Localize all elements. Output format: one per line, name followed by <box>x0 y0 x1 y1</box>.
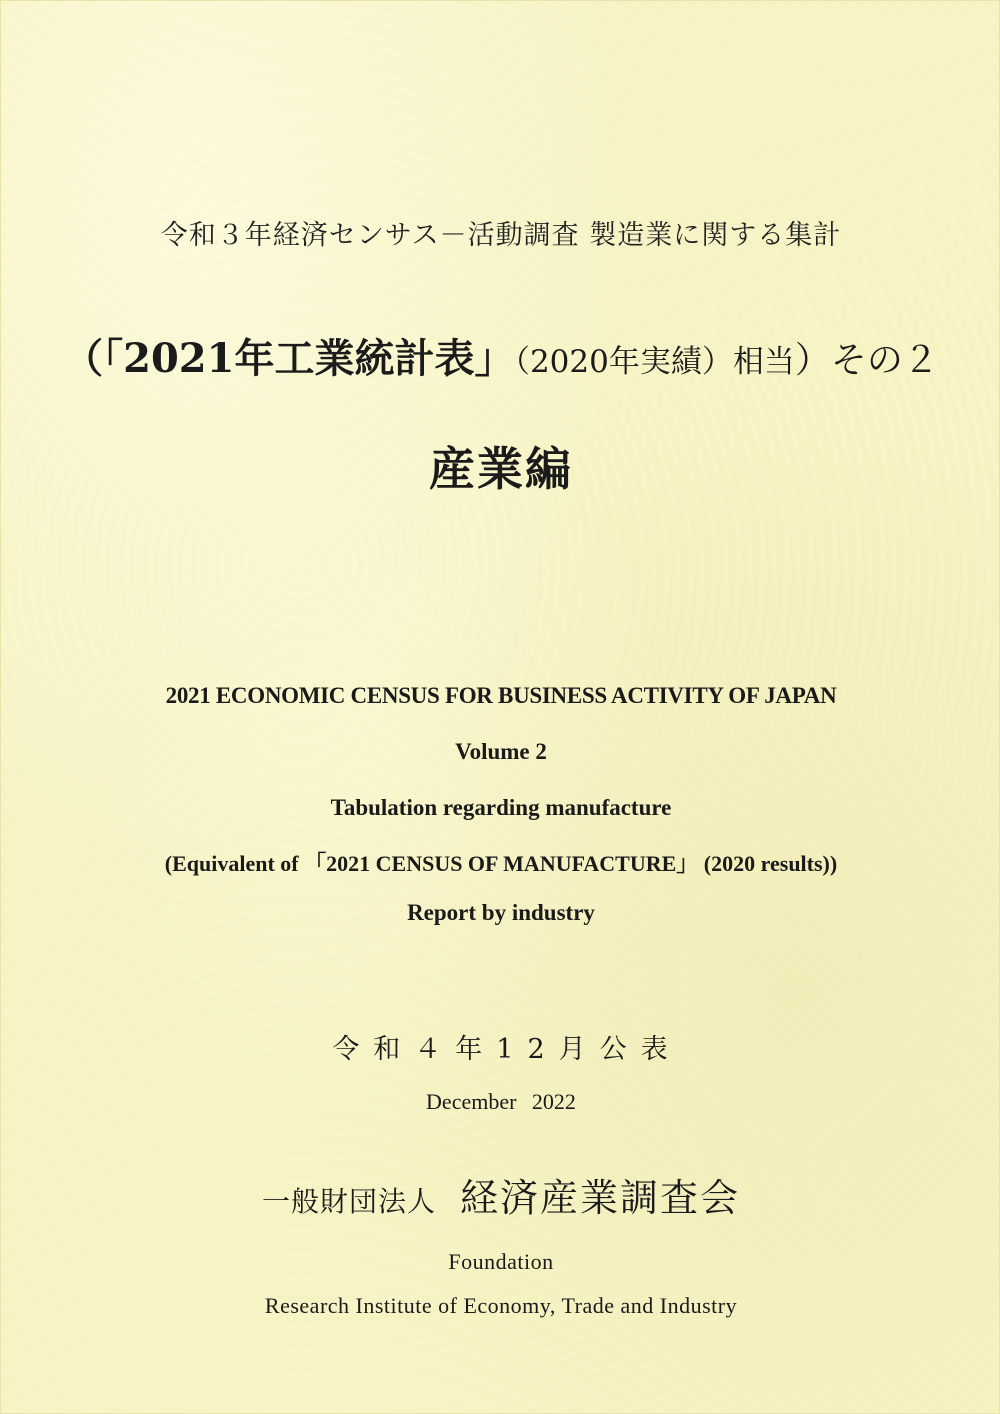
main-title-bold: 2021年工業統計表 <box>123 335 475 382</box>
publication-date-jp: 令和４年12月公表 <box>332 1034 682 1065</box>
publisher-jp <box>1 1167 1000 1222</box>
publisher-foundation-en: Foundation <box>448 1249 554 1274</box>
publication-date-en: December 2022 <box>426 1089 576 1114</box>
edition-title: 産業編 <box>429 442 573 496</box>
main-title <box>1 327 1000 384</box>
main-title-close: ）その２ <box>794 340 939 381</box>
english-equivalent: (Equivalent of 「2021 CENSUS OF MANUFACTURE」 (2020 results)) <box>164 851 838 876</box>
english-volume: Volume 2 <box>455 739 547 764</box>
english-report: Report by industry <box>407 900 595 925</box>
main-title-paren: （2020年実績） <box>514 344 733 380</box>
main-title-open: （「 <box>63 335 124 382</box>
publisher-name-en: Research Institute of Economy, Trade and Industry <box>264 1293 738 1318</box>
publisher-name-jp: 経済産業調査会 <box>460 1176 741 1220</box>
publisher-type-jp: 一般財団法人 <box>261 1185 436 1218</box>
subtitle-jp: 令和３年経済センサス－活動調査 製造業に関する集計 <box>160 220 842 251</box>
main-title-equiv: 相当 <box>732 344 795 380</box>
english-title: 2021 ECONOMIC CENSUS FOR BUSINESS ACTIVITY OF JAPAN <box>165 683 837 708</box>
main-title-close-quote: 」 <box>474 335 515 382</box>
english-tabulation: Tabulation regarding manufacture <box>330 795 672 820</box>
